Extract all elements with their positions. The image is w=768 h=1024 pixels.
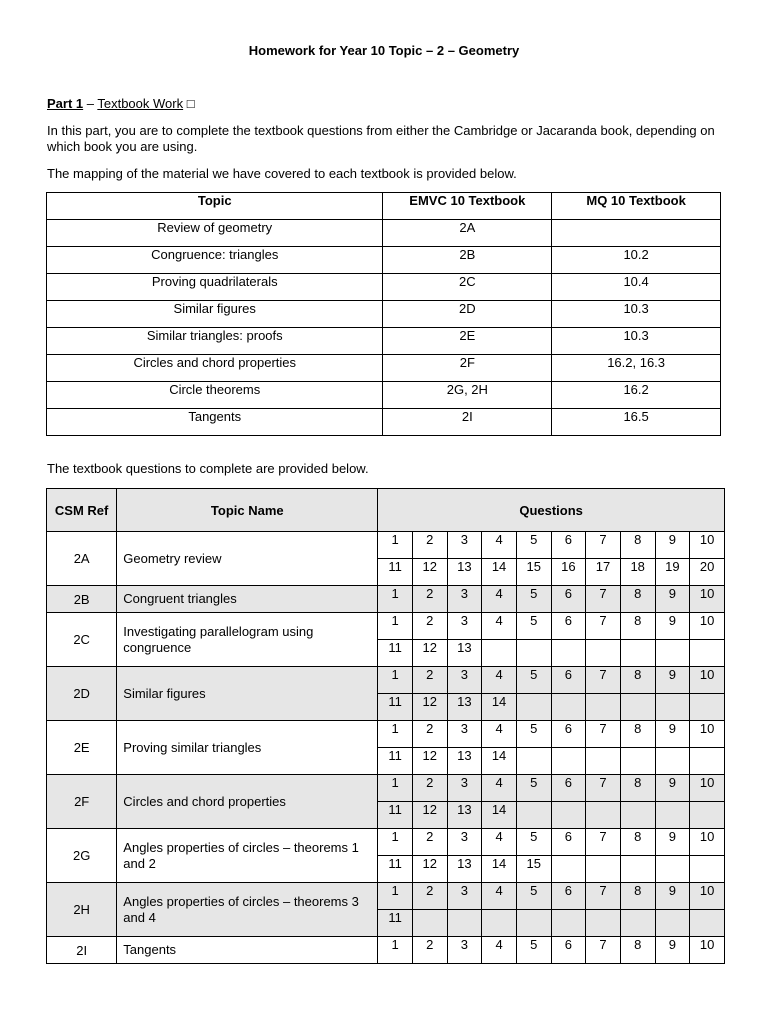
mapping-cell-topic: Congruence: triangles <box>47 247 383 274</box>
question-number-cell: 7 <box>586 829 621 856</box>
question-number-cell <box>447 910 482 937</box>
question-number-cell: 7 <box>586 586 621 613</box>
question-number-cell: 8 <box>620 937 655 964</box>
question-number-cell: 14 <box>482 694 517 721</box>
question-number-cell: 1 <box>378 532 413 559</box>
question-number-cell <box>551 748 586 775</box>
mapping-cell-mq: 16.5 <box>552 409 721 436</box>
question-number-cell <box>620 856 655 883</box>
question-number-cell: 4 <box>482 532 517 559</box>
question-number-cell: 2 <box>412 937 447 964</box>
question-number-cell: 20 <box>690 559 725 586</box>
question-number-cell <box>690 802 725 829</box>
question-number-cell: 10 <box>690 586 725 613</box>
question-number-cell: 6 <box>551 532 586 559</box>
topic-name-cell: Angles properties of circles – theorems 3 and 4 <box>117 883 378 937</box>
mapping-cell-topic: Similar triangles: proofs <box>47 328 383 355</box>
mapping-row <box>47 274 721 301</box>
question-number-cell: 4 <box>482 883 517 910</box>
mapping-header-row <box>47 193 721 220</box>
question-number-cell <box>690 910 725 937</box>
mapping-intro: The mapping of the material we have covered to each textbook is provided below. <box>47 166 517 181</box>
question-number-cell: 5 <box>516 775 551 802</box>
question-number-cell <box>551 856 586 883</box>
question-number-cell: 9 <box>655 775 690 802</box>
question-number-cell: 1 <box>378 667 413 694</box>
topic-name-cell: Proving similar triangles <box>117 721 378 775</box>
question-number-cell <box>586 694 621 721</box>
csm-ref-cell: 2F <box>47 775 117 829</box>
question-number-cell: 13 <box>447 802 482 829</box>
question-number-cell: 4 <box>482 721 517 748</box>
question-number-cell: 5 <box>516 667 551 694</box>
question-number-cell <box>655 802 690 829</box>
question-number-cell: 11 <box>378 559 413 586</box>
mapping-cell-mq: 10.3 <box>552 301 721 328</box>
mapping-cell-mq: 10.3 <box>552 328 721 355</box>
question-number-cell: 9 <box>655 721 690 748</box>
question-number-cell <box>551 910 586 937</box>
question-number-cell: 6 <box>551 721 586 748</box>
mapping-row <box>47 301 721 328</box>
questions-row <box>47 586 725 613</box>
question-number-cell: 10 <box>690 937 725 964</box>
csm-ref-cell: 2I <box>47 937 117 964</box>
question-number-cell: 15 <box>516 856 551 883</box>
questions-row <box>47 721 725 748</box>
mapping-cell-mq: 16.2, 16.3 <box>552 355 721 382</box>
question-number-cell <box>551 640 586 667</box>
question-number-cell: 1 <box>378 586 413 613</box>
question-number-cell: 13 <box>447 694 482 721</box>
question-number-cell: 5 <box>516 721 551 748</box>
question-number-cell: 9 <box>655 829 690 856</box>
question-number-cell: 2 <box>412 721 447 748</box>
mapping-cell-topic: Circles and chord properties <box>47 355 383 382</box>
mapping-cell-topic: Review of geometry <box>47 220 383 247</box>
mapping-cell-mq: 10.4 <box>552 274 721 301</box>
csm-ref-cell: 2D <box>47 667 117 721</box>
question-number-cell: 14 <box>482 856 517 883</box>
mapping-cell-mq <box>552 220 721 247</box>
question-number-cell <box>620 640 655 667</box>
question-number-cell: 8 <box>620 586 655 613</box>
question-number-cell: 3 <box>447 937 482 964</box>
question-number-cell: 11 <box>378 910 413 937</box>
question-number-cell: 12 <box>412 802 447 829</box>
question-number-cell: 2 <box>412 667 447 694</box>
part-dash: – <box>83 96 98 111</box>
question-number-cell: 3 <box>447 586 482 613</box>
question-number-cell: 10 <box>690 721 725 748</box>
csm-ref-cell: 2B <box>47 586 117 613</box>
question-number-cell: 3 <box>447 721 482 748</box>
question-number-cell: 3 <box>447 829 482 856</box>
question-number-cell: 9 <box>655 586 690 613</box>
mapping-cell-mq: 16.2 <box>552 382 721 409</box>
checkbox-icon: □ <box>183 96 195 111</box>
question-number-cell: 5 <box>516 937 551 964</box>
question-number-cell: 7 <box>586 613 621 640</box>
mapping-row <box>47 355 721 382</box>
question-number-cell: 4 <box>482 586 517 613</box>
question-number-cell: 2 <box>412 613 447 640</box>
question-number-cell: 2 <box>412 883 447 910</box>
mapping-header-mq: MQ 10 Textbook <box>552 193 721 220</box>
question-number-cell <box>690 856 725 883</box>
intro-paragraph: In this part, you are to complete the textbook questions from either the Cambridge or Jacaranda book, depending on which book you are using. <box>47 123 715 154</box>
csm-ref-cell: 2E <box>47 721 117 775</box>
question-number-cell: 13 <box>447 748 482 775</box>
part-name: Textbook Work <box>97 96 184 111</box>
question-number-cell: 7 <box>586 667 621 694</box>
question-number-cell: 11 <box>378 748 413 775</box>
questions-row <box>47 775 725 802</box>
mapping-cell-emvc: 2F <box>383 355 552 382</box>
mapping-row <box>47 220 721 247</box>
question-number-cell: 6 <box>551 829 586 856</box>
mapping-cell-emvc: 2G, 2H <box>383 382 552 409</box>
question-number-cell: 13 <box>447 640 482 667</box>
mapping-cell-topic: Tangents <box>47 409 383 436</box>
question-number-cell: 12 <box>412 640 447 667</box>
question-number-cell: 10 <box>690 532 725 559</box>
question-number-cell: 4 <box>482 613 517 640</box>
question-number-cell: 10 <box>690 667 725 694</box>
mapping-cell-emvc: 2I <box>383 409 552 436</box>
question-number-cell <box>690 694 725 721</box>
topic-name-cell: Congruent triangles <box>117 586 378 613</box>
topic-name-cell: Investigating parallelogram using congruence <box>117 613 378 667</box>
mapping-cell-topic: Proving quadrilaterals <box>47 274 383 301</box>
question-number-cell <box>586 910 621 937</box>
question-number-cell <box>482 910 517 937</box>
question-number-cell: 12 <box>412 694 447 721</box>
question-number-cell: 17 <box>586 559 621 586</box>
mapping-cell-topic: Circle theorems <box>47 382 383 409</box>
question-number-cell: 3 <box>447 775 482 802</box>
question-number-cell: 7 <box>586 775 621 802</box>
questions-intro: The textbook questions to complete are provided below. <box>47 461 369 476</box>
question-number-cell: 8 <box>620 883 655 910</box>
questions-row <box>47 532 725 559</box>
question-number-cell <box>516 802 551 829</box>
mapping-cell-topic: Similar figures <box>47 301 383 328</box>
topic-name-cell: Tangents <box>117 937 378 964</box>
mapping-row <box>47 409 721 436</box>
question-number-cell: 11 <box>378 640 413 667</box>
question-number-cell: 9 <box>655 937 690 964</box>
page-title: Homework for Year 10 Topic – 2 – Geometry <box>248 43 520 58</box>
question-number-cell <box>516 640 551 667</box>
question-number-cell: 1 <box>378 883 413 910</box>
question-number-cell: 7 <box>586 883 621 910</box>
question-number-cell <box>482 640 517 667</box>
questions-row <box>47 613 725 640</box>
question-number-cell: 19 <box>655 559 690 586</box>
question-number-cell: 10 <box>690 883 725 910</box>
question-number-cell: 5 <box>516 532 551 559</box>
question-number-cell: 12 <box>412 856 447 883</box>
question-number-cell: 8 <box>620 775 655 802</box>
question-number-cell: 9 <box>655 883 690 910</box>
header-topic-name: Topic Name <box>117 489 378 532</box>
question-number-cell <box>412 910 447 937</box>
question-number-cell: 11 <box>378 856 413 883</box>
csm-ref-cell: 2A <box>47 532 117 586</box>
question-number-cell: 11 <box>378 694 413 721</box>
mapping-cell-emvc: 2A <box>383 220 552 247</box>
question-number-cell: 8 <box>620 667 655 694</box>
mapping-cell-emvc: 2D <box>383 301 552 328</box>
mapping-header-emvc: EMVC 10 Textbook <box>383 193 552 220</box>
question-number-cell: 13 <box>447 559 482 586</box>
question-number-cell: 9 <box>655 532 690 559</box>
mapping-cell-emvc: 2B <box>383 247 552 274</box>
questions-row <box>47 667 725 694</box>
question-number-cell: 3 <box>447 883 482 910</box>
question-number-cell: 14 <box>482 748 517 775</box>
question-number-cell: 8 <box>620 613 655 640</box>
question-number-cell: 8 <box>620 721 655 748</box>
question-number-cell <box>620 802 655 829</box>
question-number-cell: 3 <box>447 532 482 559</box>
topic-name-cell: Circles and chord properties <box>117 775 378 829</box>
question-number-cell: 4 <box>482 775 517 802</box>
question-number-cell: 4 <box>482 937 517 964</box>
question-number-cell: 1 <box>378 721 413 748</box>
questions-row <box>47 937 725 964</box>
question-number-cell: 8 <box>620 829 655 856</box>
csm-ref-cell: 2C <box>47 613 117 667</box>
mapping-cell-emvc: 2E <box>383 328 552 355</box>
questions-table <box>46 488 725 964</box>
question-number-cell: 10 <box>690 829 725 856</box>
mapping-cell-emvc: 2C <box>383 274 552 301</box>
question-number-cell: 13 <box>447 856 482 883</box>
question-number-cell: 9 <box>655 613 690 640</box>
header-questions: Questions <box>378 489 725 532</box>
question-number-cell <box>586 640 621 667</box>
question-number-cell <box>586 748 621 775</box>
question-number-cell: 18 <box>620 559 655 586</box>
question-number-cell <box>690 748 725 775</box>
question-number-cell: 14 <box>482 559 517 586</box>
question-number-cell <box>655 640 690 667</box>
question-number-cell: 1 <box>378 829 413 856</box>
question-number-cell: 1 <box>378 937 413 964</box>
question-number-cell: 2 <box>412 586 447 613</box>
question-number-cell: 6 <box>551 667 586 694</box>
question-number-cell <box>516 748 551 775</box>
question-number-cell: 8 <box>620 532 655 559</box>
question-number-cell: 2 <box>412 829 447 856</box>
mapping-table <box>46 192 721 436</box>
mapping-header-topic: Topic <box>47 193 383 220</box>
question-number-cell <box>655 910 690 937</box>
questions-row <box>47 829 725 856</box>
question-number-cell: 5 <box>516 883 551 910</box>
question-number-cell: 12 <box>412 748 447 775</box>
question-number-cell: 2 <box>412 532 447 559</box>
question-number-cell <box>551 694 586 721</box>
question-number-cell: 1 <box>378 613 413 640</box>
question-number-cell <box>655 694 690 721</box>
question-number-cell: 10 <box>690 613 725 640</box>
topic-name-cell: Geometry review <box>117 532 378 586</box>
question-number-cell: 6 <box>551 586 586 613</box>
mapping-row <box>47 328 721 355</box>
question-number-cell: 7 <box>586 532 621 559</box>
question-number-cell: 9 <box>655 667 690 694</box>
question-number-cell: 15 <box>516 559 551 586</box>
question-number-cell <box>620 748 655 775</box>
question-number-cell: 16 <box>551 559 586 586</box>
question-number-cell: 5 <box>516 586 551 613</box>
question-number-cell: 10 <box>690 775 725 802</box>
mapping-row <box>47 382 721 409</box>
question-number-cell <box>516 910 551 937</box>
question-number-cell: 6 <box>551 775 586 802</box>
csm-ref-cell: 2H <box>47 883 117 937</box>
question-number-cell <box>551 802 586 829</box>
question-number-cell: 4 <box>482 667 517 694</box>
question-number-cell: 6 <box>551 883 586 910</box>
question-number-cell: 5 <box>516 829 551 856</box>
question-number-cell: 12 <box>412 559 447 586</box>
question-number-cell: 7 <box>586 937 621 964</box>
question-number-cell: 5 <box>516 613 551 640</box>
question-number-cell: 2 <box>412 775 447 802</box>
question-number-cell: 14 <box>482 802 517 829</box>
question-number-cell <box>620 694 655 721</box>
question-number-cell <box>655 748 690 775</box>
question-number-cell <box>586 856 621 883</box>
questions-row <box>47 883 725 910</box>
question-number-cell: 4 <box>482 829 517 856</box>
topic-name-cell: Similar figures <box>117 667 378 721</box>
question-number-cell <box>586 802 621 829</box>
header-csm-ref: CSM Ref <box>47 489 117 532</box>
question-number-cell <box>655 856 690 883</box>
part-label: Part 1 <box>47 96 84 111</box>
mapping-row <box>47 247 721 274</box>
question-number-cell: 3 <box>447 667 482 694</box>
question-number-cell: 1 <box>378 775 413 802</box>
csm-ref-cell: 2G <box>47 829 117 883</box>
question-number-cell: 3 <box>447 613 482 640</box>
question-number-cell: 6 <box>551 613 586 640</box>
question-number-cell: 11 <box>378 802 413 829</box>
question-number-cell: 7 <box>586 721 621 748</box>
question-number-cell <box>690 640 725 667</box>
topic-name-cell: Angles properties of circles – theorems 1 and 2 <box>117 829 378 883</box>
question-number-cell <box>516 694 551 721</box>
part-heading <box>47 96 195 111</box>
questions-header-row <box>47 489 725 532</box>
question-number-cell <box>620 910 655 937</box>
question-number-cell: 6 <box>551 937 586 964</box>
mapping-cell-mq: 10.2 <box>552 247 721 274</box>
